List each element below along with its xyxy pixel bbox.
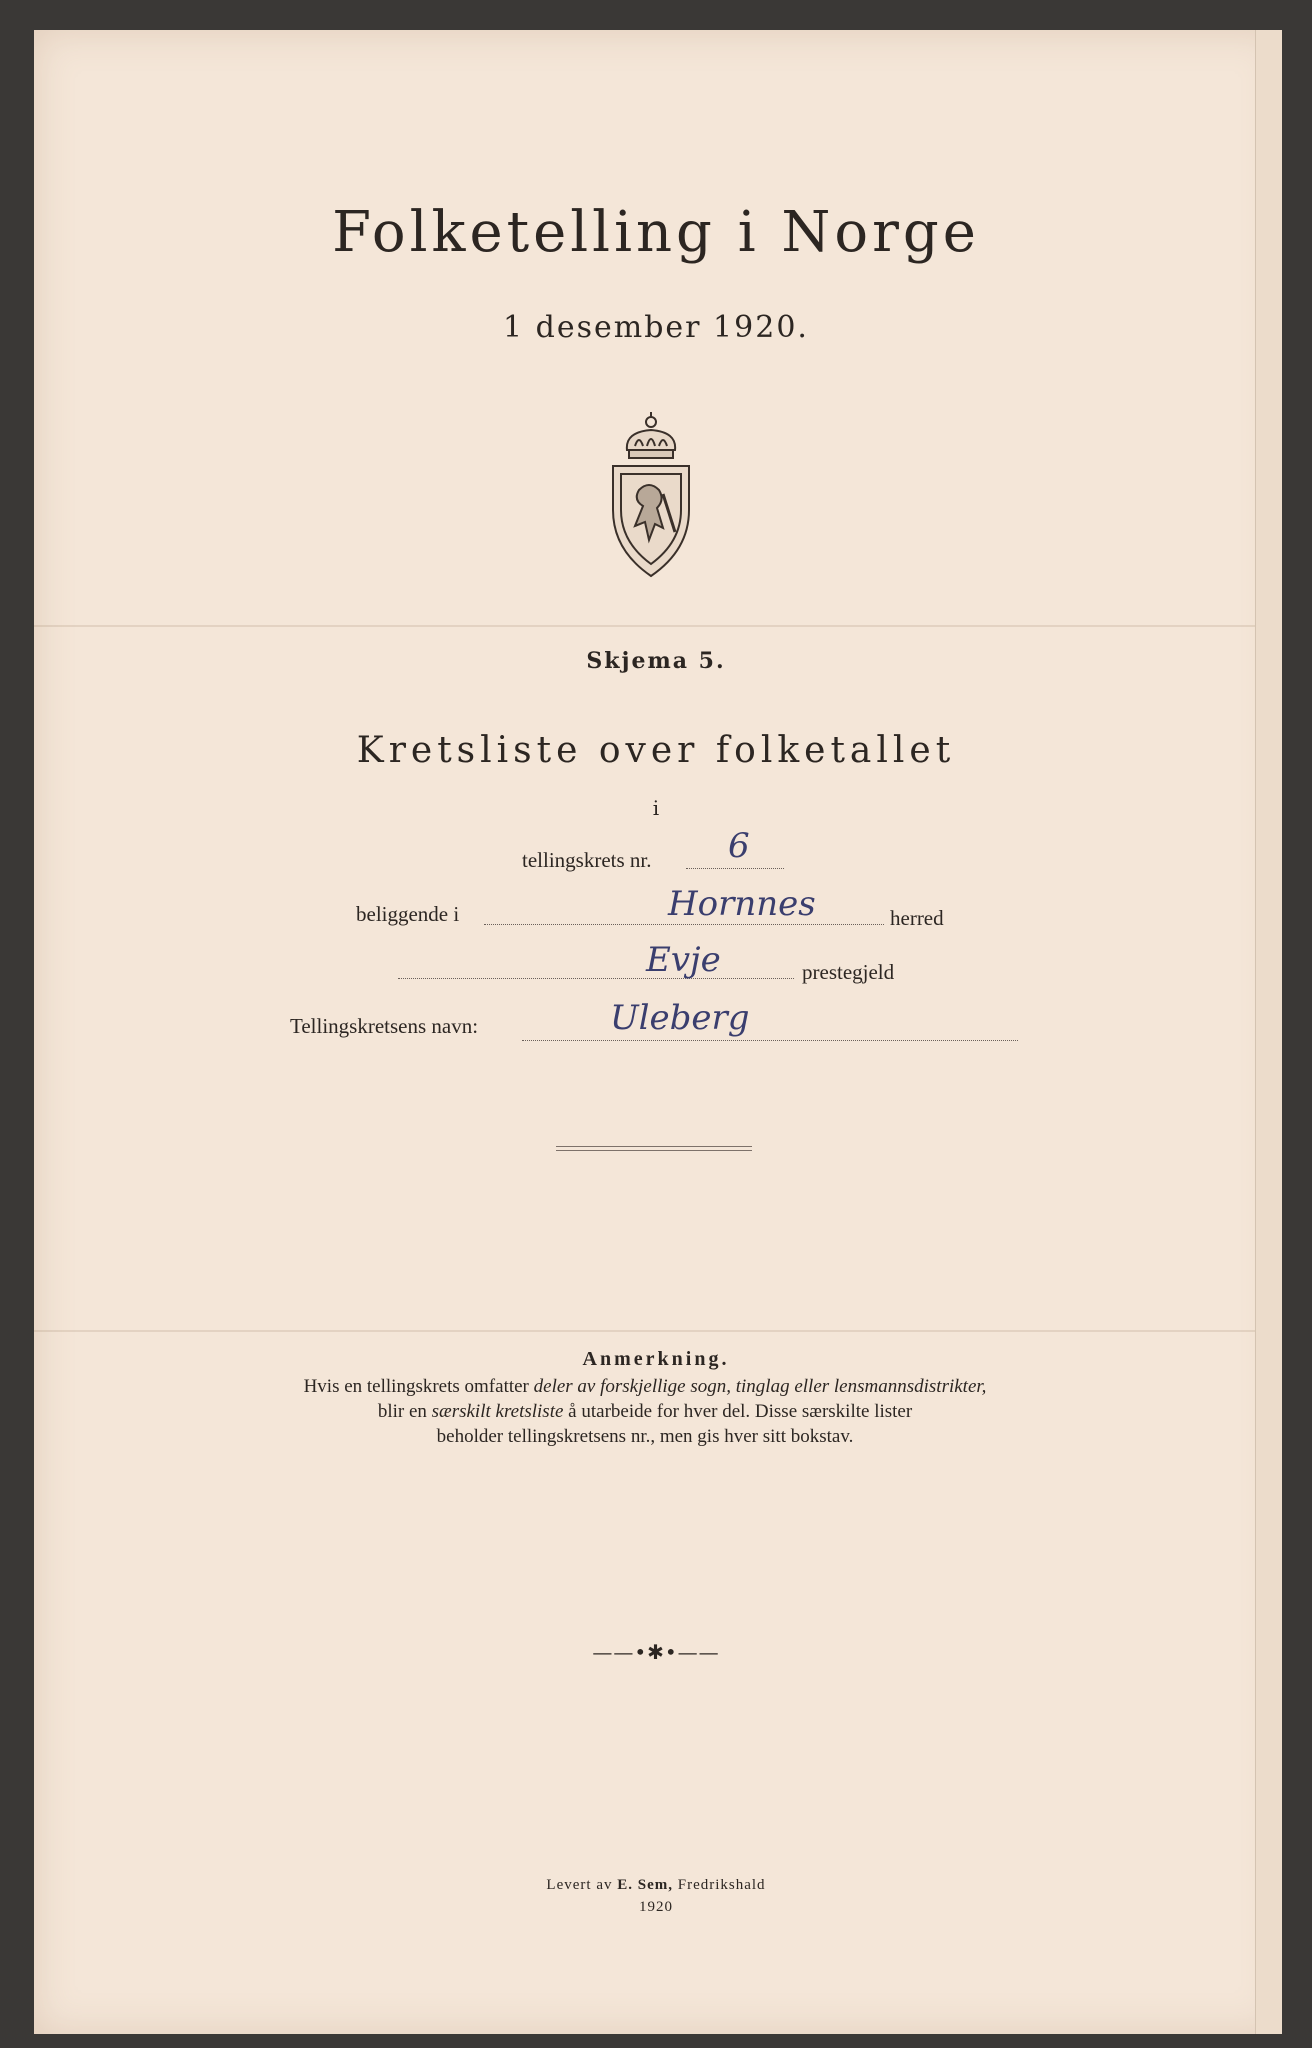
- printer-year: 1920: [639, 1899, 673, 1915]
- fold-line: [34, 1330, 1282, 1332]
- prestegjeld-label: prestegjeld: [802, 960, 895, 984]
- printer-name: E. Sem,: [617, 1877, 673, 1893]
- form-subtitle: Kretsliste over folketallet: [356, 730, 956, 771]
- note-line-2: [180, 1399, 1110, 1424]
- kretsnavn-label: Tellingskretsens navn:: [290, 1014, 479, 1038]
- printer-place: Fredrikshald: [672, 1877, 766, 1893]
- note-line-1: [180, 1374, 1110, 1399]
- beliggende-label: beliggende i: [356, 902, 460, 926]
- prestegjeld-field-line: [398, 978, 794, 979]
- tellingskrets-value: 6: [728, 826, 750, 866]
- coat-of-arms-icon: [605, 410, 697, 580]
- note-text: Hvis en tellingskrets omfatter: [303, 1376, 534, 1397]
- herred-label: herred: [890, 906, 944, 930]
- kretsnavn-value: Uleberg: [610, 998, 750, 1038]
- schema-number: Skjema 5.: [586, 648, 726, 674]
- note-heading: Anmerkning.: [582, 1348, 730, 1370]
- fold-line: [34, 625, 1282, 627]
- prestegjeld-value: Evje: [646, 940, 721, 980]
- beliggende-value: Hornnes: [668, 884, 816, 924]
- note-text: blir en: [377, 1401, 432, 1422]
- printer-credit: [0, 1874, 1312, 1918]
- preposition-text: i: [652, 796, 660, 820]
- beliggende-field-line: [484, 924, 884, 925]
- page-title: Folketelling i Norge: [332, 200, 980, 265]
- note-emphasis: deler av forskjellige sogn, tinglag eller lensmannsdistrikter,: [533, 1376, 987, 1397]
- printer-line: [0, 1874, 1312, 1896]
- note-line-3: beholder tellingskretsens nr., men gis hver sitt bokstav.: [436, 1426, 854, 1447]
- printer-prefix: Levert av: [546, 1877, 618, 1893]
- ornament-divider: ——•✱•——: [592, 1640, 720, 1664]
- divider-rule: [556, 1146, 752, 1151]
- note-text: å utarbeide for hver del. Disse særskilte lister: [563, 1401, 913, 1422]
- note-body: [180, 1374, 1110, 1449]
- note-emphasis: særskilt kretsliste: [431, 1401, 564, 1422]
- census-date: 1 desember 1920.: [503, 310, 809, 345]
- tellingskrets-label: tellingskrets nr.: [522, 848, 652, 872]
- kretsnavn-field-line: [522, 1040, 1018, 1041]
- tellingskrets-field-line: [686, 868, 784, 869]
